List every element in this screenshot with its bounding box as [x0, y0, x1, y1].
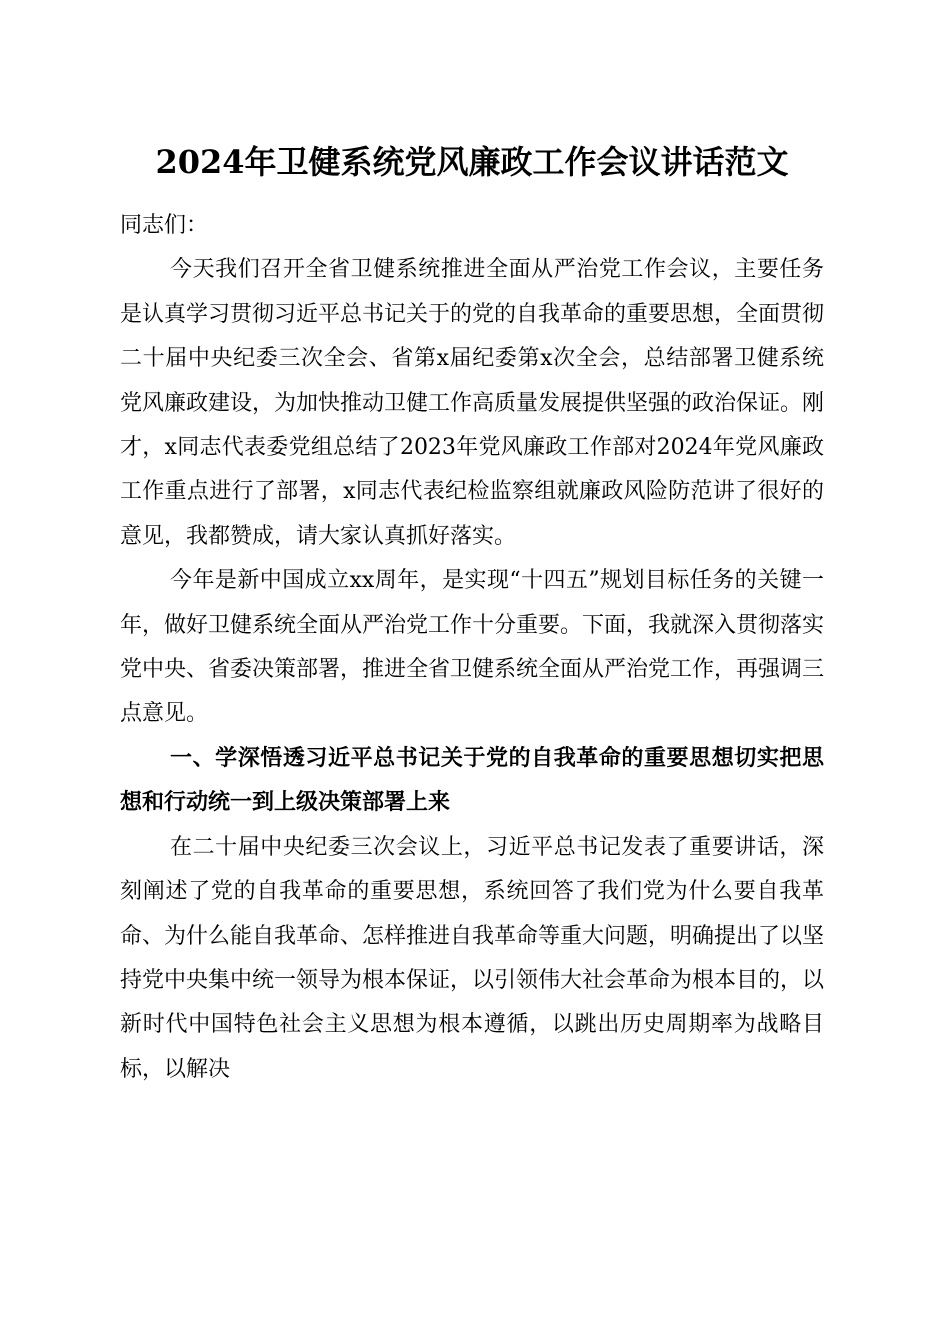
section-paragraph: 在二十届中央纪委三次会议上，习近平总书记发表了重要讲话，深刻阐述了党的自我革命的重要思想，系统回答了我们党为什么要自我革命、为什么能自我革命、怎样推进自我革命等重大问题，明确提出了以坚持党中央集中统一领导为根本保证，以引领伟大社会革命为根本目的，以新时代中国特色社会主义思想为根本遵循，以跳出历史周期率为战略目标，以解决: [120, 834, 825, 1082]
paragraph-context: 今年是新中国成立xx周年，是实现“十四五”规划目标任务的关键一年，做好卫健系统全面从严治党工作十分重要。下面，我就深入贯彻落实党中央、省委决策部署，推进全省卫健系统全面从严治党工作，再强调三点意见。: [120, 568, 825, 727]
paragraph-opening: 今天我们召开全省卫健系统推进全面从严治党工作会议，主要任务是认真学习贯彻习近平总书记关于的党的自我革命的重要思想，全面贯彻二十届中央纪委三次全会、省第x届纪委第x次全会，总结部署卫健系统党风廉政建设，为加快推动卫健工作高质量发展提供坚强的政治保证。刚才，x同志代表委党组总结了2023年党风廉政工作部对2024年党风廉政工作重点进行了部署，x同志代表纪检监察组就廉政风险防范讲了很好的意见，我都赞成，请大家认真抓好落实。: [120, 257, 825, 549]
section-heading: 一、学深悟透习近平总书记关于党的自我革命的重要思想切实把思想和行动统一到上级决策部署上来: [120, 745, 824, 816]
salutation: 同志们：: [120, 213, 209, 238]
document-body: [120, 204, 824, 1092]
document-title: 2024年卫健系统党风廉政工作会议讲话范文: [155, 143, 789, 181]
